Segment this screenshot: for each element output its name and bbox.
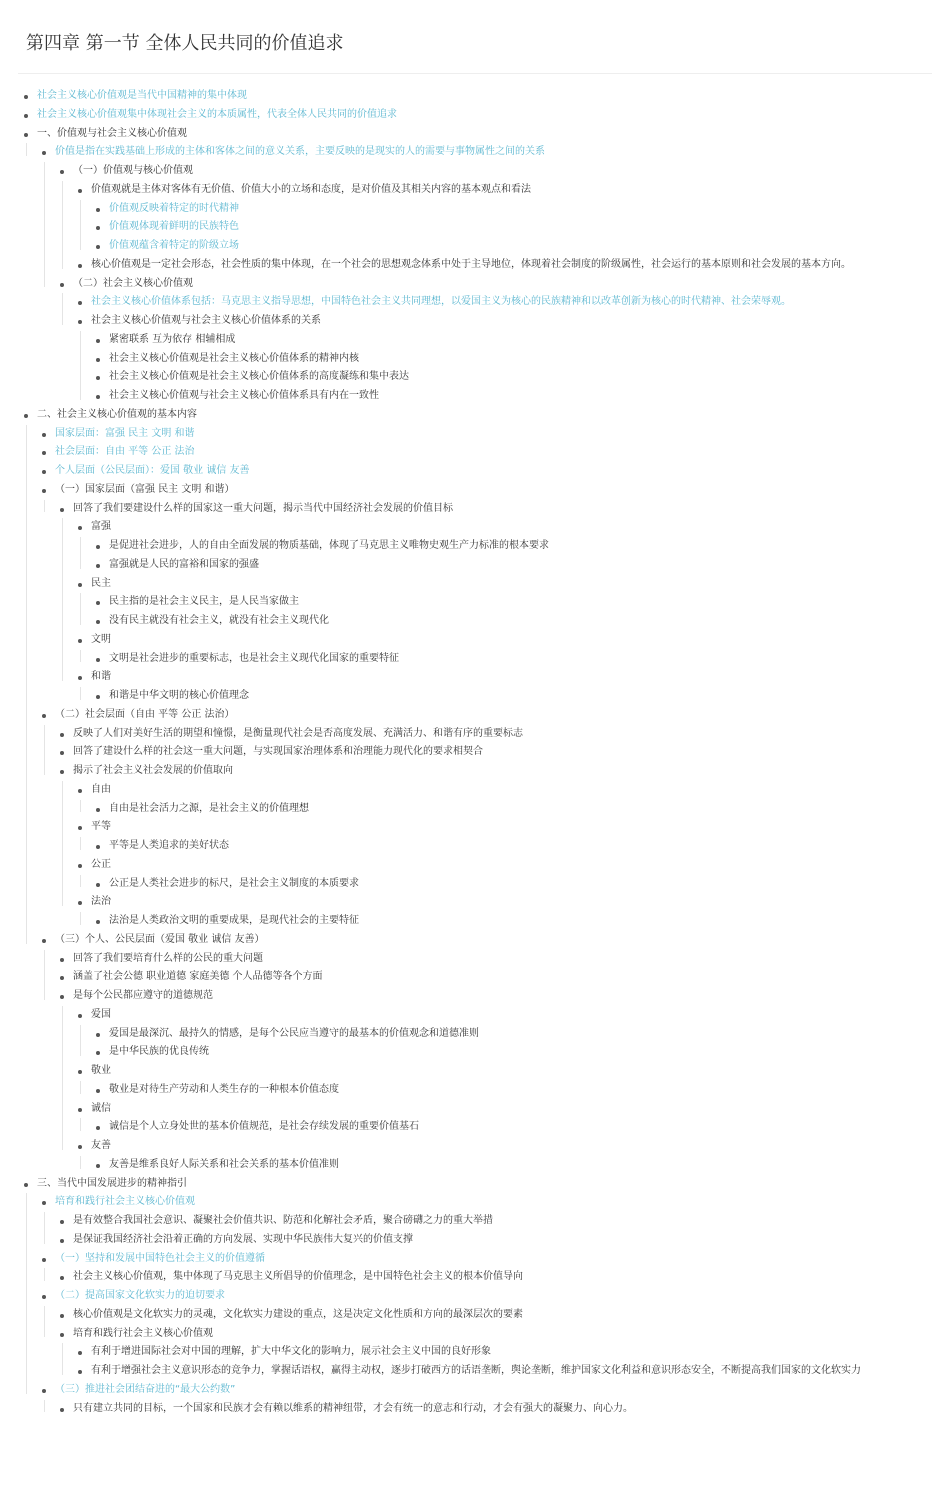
- outline-item-text: 价值观就是主体对客体有无价值、价值大小的立场和态度，是对价值及其相关内容的基本观点和看法: [91, 183, 531, 195]
- outline-item: [0, 256, 950, 275]
- outline-item-text: 公正: [91, 858, 111, 870]
- outline-item: [0, 668, 950, 687]
- outline-item-text: 诚信: [91, 1102, 111, 1114]
- outline-item-text: 社会主义核心价值观是社会主义核心价值体系的精神内核: [109, 352, 359, 364]
- outline-item: [0, 1043, 950, 1062]
- outline-item: [0, 425, 950, 444]
- bullet-dot-icon: [60, 1220, 64, 1224]
- outline-item: [0, 800, 950, 819]
- bullet-dot-icon: [78, 1351, 82, 1355]
- outline-item: [0, 106, 950, 125]
- outline-item-text: 友善: [91, 1140, 111, 1151]
- outline-item: [0, 162, 950, 181]
- tree-guide-line: [26, 1193, 27, 1393]
- outline-item-text: 爱国是最深沉、最持久的情感，是每个公民应当遵守的最基本的价值观念和道德准则: [109, 1027, 479, 1039]
- outline-item-text: 揭示了社会主义社会发展的价值取向: [73, 765, 233, 776]
- tree-guide-line: [44, 162, 45, 287]
- tree-guide-line: [44, 950, 45, 1000]
- outline-item-text: 法治: [91, 896, 111, 908]
- outline-item-text: （一）国家层面（富强 民主 文明 和谐）: [55, 483, 235, 495]
- bullet-dot-icon: [78, 1108, 82, 1112]
- outline-item-text: 文明是社会进步的重要标志，也是社会主义现代化国家的重要特征: [109, 652, 399, 664]
- tree-guide-line: [80, 593, 81, 625]
- title-divider: [18, 73, 932, 74]
- tree-guide-line: [80, 912, 81, 925]
- outline-item: [0, 1156, 950, 1175]
- outline-item: [0, 125, 950, 144]
- outline-item: [0, 556, 950, 575]
- tree-guide-line: [44, 500, 45, 513]
- bullet-dot-icon: [24, 95, 28, 99]
- bullet-dot-icon: [78, 320, 82, 324]
- tree-guide-line: [80, 687, 81, 700]
- outline-item-text: 平等是人类追求的美好状态: [109, 840, 229, 851]
- outline-item-text: 友善是维系良好人际关系和社会关系的基本价值准则: [109, 1158, 339, 1170]
- bullet-dot-icon: [96, 564, 100, 568]
- outline-item: [0, 1287, 950, 1306]
- outline-item: [0, 1212, 950, 1231]
- bullet-dot-icon: [60, 1276, 64, 1280]
- tree-guide-line: [80, 650, 81, 663]
- outline-item: [0, 1325, 950, 1344]
- bullet-dot-icon: [60, 1239, 64, 1243]
- outline-item-text: 社会主义核心价值观与社会主义核心价值体系具有内在一致性: [109, 390, 379, 401]
- bullet-dot-icon: [96, 695, 100, 699]
- bullet-dot-icon: [96, 620, 100, 624]
- outline-item-text: （三）推进社会团结奋进的“最大公约数”: [55, 1383, 236, 1395]
- bullet-dot-icon: [96, 845, 100, 849]
- outline-item-text: 紧密联系 互为依存 相辅相成: [109, 333, 236, 345]
- outline-item-text: 有利于增进国际社会对中国的理解，扩大中华文化的影响力，展示社会主义中国的良好形象: [91, 1346, 491, 1358]
- outline-item-text: 民主指的是社会主义民主，是人民当家做主: [109, 596, 299, 608]
- outline-item: [0, 293, 950, 312]
- outline-item-text: 只有建立共同的目标，一个国家和民族才会有赖以维系的精神纽带，才会有统一的意志和行动，才会有强大的凝聚力、向心力。: [73, 1402, 633, 1414]
- bullet-dot-icon: [78, 1145, 82, 1149]
- outline-item: [0, 687, 950, 706]
- outline-item: [0, 1175, 950, 1194]
- outline-item-text: 和谐: [91, 671, 111, 683]
- bullet-dot-icon: [96, 208, 100, 212]
- outline-item: [0, 1381, 950, 1400]
- bullet-dot-icon: [78, 583, 82, 587]
- outline-item-text: 是有效整合我国社会意识、凝聚社会价值共识、防范和化解社会矛盾，聚合磅礴之力的重大举措: [73, 1215, 493, 1226]
- tree-guide-line: [44, 1268, 45, 1281]
- bullet-dot-icon: [96, 226, 100, 230]
- bullet-dot-icon: [60, 958, 64, 962]
- bullet-dot-icon: [60, 1314, 64, 1318]
- outline-item-text: 是保证我国经济社会沿着正确的方向发展、实现中华民族伟大复兴的价值支撑: [73, 1233, 413, 1245]
- outline-item: [0, 350, 950, 369]
- tree-guide-line: [62, 781, 63, 906]
- outline-item: [0, 1362, 950, 1381]
- outline-item: [0, 931, 950, 950]
- outline-item-text: 法治是人类政治文明的重要成果，是现代社会的主要特征: [109, 915, 359, 926]
- outline-item: [0, 143, 950, 162]
- bullet-dot-icon: [42, 433, 46, 437]
- outline-item: [0, 987, 950, 1006]
- bullet-dot-icon: [42, 1389, 46, 1393]
- outline-item-text: 回答了我们要培育什么样的公民的重大问题: [73, 952, 263, 964]
- tree-guide-line: [62, 293, 63, 325]
- outline-item: [0, 1231, 950, 1250]
- bullet-dot-icon: [78, 676, 82, 680]
- bullet-dot-icon: [42, 470, 46, 474]
- outline-item-text: （二）社会层面（自由 平等 公正 法治）: [55, 708, 235, 720]
- outline-item-text: 涵盖了社会公德 职业道德 家庭美德 个人品德等各个方面: [73, 971, 323, 983]
- outline-item-text: 是促进社会进步，人的自由全面发展的物质基础，体现了马克思主义唯物史观生产力标准的根本要求: [109, 540, 549, 551]
- bullet-dot-icon: [60, 170, 64, 174]
- outline-item: [0, 818, 950, 837]
- bullet-dot-icon: [78, 189, 82, 193]
- outline-item-text: 培育和践行社会主义核心价值观: [73, 1327, 213, 1339]
- outline-item: [0, 1137, 950, 1156]
- outline-item: [0, 706, 950, 725]
- outline-item-text: 敬业是对待生产劳动和人类生存的一种根本价值态度: [109, 1083, 339, 1095]
- bullet-dot-icon: [78, 901, 82, 905]
- outline-item: [0, 762, 950, 781]
- tree-guide-line: [80, 1118, 81, 1131]
- tree-guide-line: [80, 875, 81, 888]
- bullet-dot-icon: [96, 339, 100, 343]
- outline-item: [0, 218, 950, 237]
- bullet-dot-icon: [42, 1295, 46, 1299]
- outline-item: [0, 237, 950, 256]
- outline-item-text: 公正是人类社会进步的标尺，是社会主义制度的本质要求: [109, 877, 359, 889]
- outline-item-text: 核心价值观是文化软实力的灵魂，文化软实力建设的重点，这是决定文化性质和方向的最深层次的要素: [73, 1308, 523, 1320]
- tree-guide-line: [62, 518, 63, 681]
- bullet-dot-icon: [42, 1201, 46, 1205]
- outline-item: [0, 537, 950, 556]
- outline-item-text: 回答了建设什么样的社会这一重大问题，与实现国家治理体系和治理能力现代化的要求相契合: [73, 746, 483, 758]
- outline-item-text: 平等: [91, 821, 111, 833]
- outline-item-text: 社会主义核心价值体系包括：马克思主义指导思想，中国特色社会主义共同理想，以爱国主义为核心的民族精神和以改革创新为核心的时代精神、社会荣辱观。: [91, 296, 791, 308]
- bullet-dot-icon: [60, 976, 64, 980]
- bullet-dot-icon: [24, 414, 28, 418]
- outline-item: [0, 612, 950, 631]
- outline-item: [0, 1193, 950, 1212]
- tree-guide-line: [44, 1306, 45, 1338]
- bullet-dot-icon: [96, 658, 100, 662]
- tree-guide-line: [80, 1081, 81, 1094]
- bullet-dot-icon: [96, 883, 100, 887]
- outline-item: [0, 1250, 950, 1269]
- outline-item: [0, 743, 950, 762]
- outline-item: [0, 312, 950, 331]
- outline-item: [0, 387, 950, 406]
- outline-list: [0, 87, 950, 1418]
- page-title: 第四章 第一节 全体人民共同的价值追求: [26, 33, 344, 54]
- outline-item-text: 没有民主就没有社会主义，就没有社会主义现代化: [109, 615, 329, 626]
- bullet-dot-icon: [78, 1014, 82, 1018]
- outline-item-text: 有利于增强社会主义意识形态的竞争力，掌握话语权，赢得主动权，逐步打破西方的话语垄断，舆论垄断，维护国家文化利益和意识形态安全，不断提高我们国家的文化软实力: [91, 1365, 861, 1376]
- outline-item: [0, 1118, 950, 1137]
- tree-guide-line: [80, 200, 81, 250]
- outline-item: [0, 1081, 950, 1100]
- bullet-dot-icon: [96, 358, 100, 362]
- outline-item: [0, 912, 950, 931]
- bullet-dot-icon: [96, 395, 100, 399]
- tree-guide-line: [62, 181, 63, 269]
- outline-item: [0, 1268, 950, 1287]
- outline-item-text: （二）社会主义核心价值观: [73, 277, 193, 289]
- outline-item-text: 文明: [91, 633, 111, 645]
- outline-item: [0, 1343, 950, 1362]
- bullet-dot-icon: [60, 283, 64, 287]
- outline-item: [0, 462, 950, 481]
- bullet-dot-icon: [60, 770, 64, 774]
- outline-item-text: 社会层面：自由 平等 公正 法治: [55, 446, 195, 458]
- bullet-dot-icon: [42, 714, 46, 718]
- bullet-dot-icon: [78, 526, 82, 530]
- outline-item: [0, 856, 950, 875]
- outline-item: [0, 1006, 950, 1025]
- outline-item: [0, 518, 950, 537]
- bullet-dot-icon: [60, 1408, 64, 1412]
- outline-item: [0, 181, 950, 200]
- outline-item-text: 自由是社会活力之源，是社会主义的价值理想: [109, 802, 309, 814]
- bullet-dot-icon: [78, 864, 82, 868]
- outline-item-text: 敬业: [91, 1065, 111, 1076]
- tree-guide-line: [26, 425, 27, 944]
- tree-guide-line: [44, 725, 45, 775]
- outline-item-text: （三）个人、公民层面（爱国 敬业 诚信 友善）: [55, 933, 265, 945]
- bullet-dot-icon: [96, 808, 100, 812]
- bullet-dot-icon: [78, 301, 82, 305]
- outline-item-text: 和谐是中华文明的核心价值理念: [109, 690, 249, 701]
- outline-item-text: 社会主义核心价值观与社会主义核心价值体系的关系: [91, 315, 321, 326]
- outline-item-text: 价值观反映着特定的时代精神: [109, 202, 239, 214]
- outline-item: [0, 575, 950, 594]
- bullet-dot-icon: [78, 826, 82, 830]
- bullet-dot-icon: [96, 1089, 100, 1093]
- outline-item-text: 是中华民族的优良传统: [109, 1046, 209, 1058]
- tree-guide-line: [80, 537, 81, 569]
- outline-item-text: 社会主义核心价值观是当代中国精神的集中体现: [37, 90, 247, 101]
- outline-item: [0, 725, 950, 744]
- outline-item-text: 价值是指在实践基础上形成的主体和客体之间的意义关系，主要反映的是现实的人的需要与事物属性之间的关系: [55, 146, 545, 158]
- outline-item: [0, 200, 950, 219]
- tree-guide-line: [80, 331, 81, 400]
- outline-item: [0, 781, 950, 800]
- outline-item-text: 个人层面（公民层面）：爱国 敬业 诚信 友善: [55, 465, 250, 476]
- bullet-dot-icon: [42, 1258, 46, 1262]
- bullet-dot-icon: [24, 1183, 28, 1187]
- bullet-dot-icon: [78, 1070, 82, 1074]
- bullet-dot-icon: [78, 789, 82, 793]
- outline-item-text: 价值观体现着鲜明的民族特色: [109, 221, 239, 233]
- bullet-dot-icon: [96, 1033, 100, 1037]
- bullet-dot-icon: [60, 995, 64, 999]
- outline-item-text: 培育和践行社会主义核心价值观: [55, 1196, 195, 1208]
- outline-item-text: 价值观蕴含着特定的阶级立场: [109, 240, 239, 251]
- outline-item: [0, 368, 950, 387]
- bullet-dot-icon: [42, 151, 46, 155]
- tree-guide-line: [44, 1212, 45, 1244]
- outline-item-text: 诚信是个人立身处世的基本价值规范，是社会存续发展的重要价值基石: [109, 1121, 419, 1133]
- outline-item-text: 核心价值观是一定社会形态，社会性质的集中体现，在一个社会的思想观念体系中处于主导地位，体现着社会制度的阶级属性，社会运行的基本原则和社会发展的基本方向。: [91, 258, 851, 270]
- outline-item: [0, 406, 950, 425]
- outline-item: [0, 1400, 950, 1419]
- outline-item-text: 三、当代中国发展进步的精神指引: [37, 1177, 187, 1189]
- outline-item-text: 爱国: [91, 1008, 111, 1020]
- outline-item: [0, 500, 950, 519]
- bullet-dot-icon: [96, 1126, 100, 1130]
- outline-item-text: 一、价值观与社会主义核心价值观: [37, 127, 187, 139]
- tree-guide-line: [44, 1400, 45, 1413]
- outline-item-text: （二）提高国家文化软实力的迫切要求: [55, 1290, 225, 1301]
- bullet-dot-icon: [42, 489, 46, 493]
- bullet-dot-icon: [96, 376, 100, 380]
- outline-item: [0, 275, 950, 294]
- bullet-dot-icon: [96, 1164, 100, 1168]
- outline-item-text: 社会主义核心价值观是社会主义核心价值体系的高度凝练和集中表达: [109, 371, 409, 383]
- outline-item-text: 国家层面：富强 民主 文明 和谐: [55, 427, 195, 439]
- outline-item-text: 反映了人们对美好生活的期望和憧憬，是衡量现代社会是否高度发展、充满活力、和谐有序的重要标志: [73, 727, 523, 739]
- tree-guide-line: [80, 800, 81, 813]
- bullet-dot-icon: [24, 133, 28, 137]
- bullet-dot-icon: [42, 451, 46, 455]
- outline-item: [0, 481, 950, 500]
- outline-item-text: 自由: [91, 783, 111, 795]
- tree-guide-line: [62, 1006, 63, 1150]
- outline-item-text: 回答了我们要建设什么样的国家这一重大问题，揭示当代中国经济社会发展的价值目标: [73, 502, 453, 514]
- bullet-dot-icon: [78, 1370, 82, 1374]
- outline-item: [0, 875, 950, 894]
- outline-item-text: 社会主义核心价值观，集中体现了马克思主义所倡导的价值理念，是中国特色社会主义的根本价值导向: [73, 1271, 523, 1283]
- tree-guide-line: [26, 143, 27, 156]
- outline-item-text: （一）坚持和发展中国特色社会主义的价值遵循: [55, 1252, 265, 1264]
- outline-item-text: 是每个公民都应遵守的道德规范: [73, 990, 213, 1001]
- outline-item: [0, 837, 950, 856]
- outline-item: [0, 1100, 950, 1119]
- bullet-dot-icon: [78, 264, 82, 268]
- outline-item: [0, 950, 950, 969]
- outline-item: [0, 331, 950, 350]
- outline-item: [0, 443, 950, 462]
- outline-item-text: 富强就是人民的富裕和国家的强盛: [109, 558, 259, 570]
- outline-item: [0, 631, 950, 650]
- outline-item-text: 社会主义核心价值观集中体现社会主义的本质属性，代表全体人民共同的价值追求: [37, 108, 397, 120]
- bullet-dot-icon: [60, 508, 64, 512]
- tree-guide-line: [80, 1025, 81, 1057]
- bullet-dot-icon: [96, 1051, 100, 1055]
- bullet-dot-icon: [96, 545, 100, 549]
- outline-item: [0, 1025, 950, 1044]
- tree-guide-line: [62, 1343, 63, 1375]
- bullet-dot-icon: [60, 1333, 64, 1337]
- tree-guide-line: [80, 837, 81, 850]
- bullet-dot-icon: [24, 114, 28, 118]
- bullet-dot-icon: [96, 920, 100, 924]
- outline-item-text: 富强: [91, 521, 111, 533]
- outline-item: [0, 650, 950, 669]
- outline-item-text: 二、社会主义核心价值观的基本内容: [37, 408, 197, 420]
- outline-item: [0, 1306, 950, 1325]
- bullet-dot-icon: [60, 733, 64, 737]
- bullet-dot-icon: [42, 939, 46, 943]
- bullet-dot-icon: [60, 751, 64, 755]
- outline-item-text: （一）价值观与核心价值观: [73, 165, 193, 176]
- outline-item: [0, 968, 950, 987]
- outline-item: [0, 87, 950, 106]
- bullet-dot-icon: [96, 245, 100, 249]
- outline-item: [0, 593, 950, 612]
- outline-item: [0, 893, 950, 912]
- bullet-dot-icon: [96, 601, 100, 605]
- bullet-dot-icon: [78, 639, 82, 643]
- outline-item-text: 民主: [91, 577, 111, 589]
- outline-item: [0, 1062, 950, 1081]
- tree-guide-line: [80, 1156, 81, 1169]
